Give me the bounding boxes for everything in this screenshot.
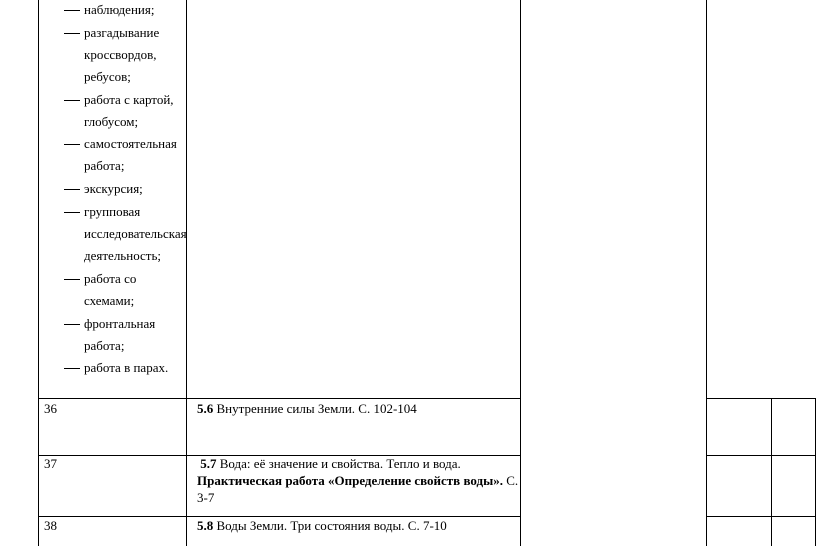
list-item: кроссвордов, [84,47,157,62]
list-item: экскурсия; [84,181,143,196]
lesson-title: Внутренние силы Земли. С. 102-104 [213,401,417,416]
grid-line [706,455,816,456]
dash-bullet [64,144,80,145]
list-item: деятельность; [84,248,162,263]
dash-bullet [64,324,80,325]
dash-bullet [64,279,80,280]
list-item: схемами; [84,293,135,308]
lesson-topic [197,455,518,506]
list-item: фронтальная [84,316,156,331]
dash-bullet [64,10,80,11]
list-item: исследовательская [84,226,187,241]
lesson-code: 5.6 [197,401,214,416]
dash-bullet [64,368,80,369]
grid-line [38,0,39,398]
list-item: работа; [84,338,125,353]
grid-line [520,0,521,546]
list-item: разгадывание [84,25,160,40]
grid-line [706,0,707,546]
list-item: работа с картой, [84,92,174,107]
list-item: работа; [84,158,125,173]
list-item: работа в парах. [84,360,169,375]
list-item: наблюдения; [84,2,155,17]
grid-line [706,516,816,517]
lesson-number: 36 [44,401,57,416]
lesson-number: 38 [44,518,57,533]
lesson-topic [197,517,447,534]
grid-line [38,398,521,399]
list-item: ребусов; [84,69,131,84]
dash-bullet [64,189,80,190]
lesson-number: 37 [44,456,57,471]
grid-line [706,398,816,399]
lesson-topic [197,400,417,417]
grid-line [771,398,772,546]
lesson-title: Воды Земли. Три состояния воды. С. 7-10 [213,518,447,533]
lesson-code: 5.7 [200,456,217,471]
practical-work-title: Практическая работа «Определение свойств воды». [197,473,503,488]
list-item: групповая [84,204,141,219]
list-item: самостоятельная [84,136,177,151]
lesson-title: Вода: её значение и свойства. Тепло и вода. [216,456,461,471]
page-ref: С. [503,473,519,488]
dash-bullet [64,100,80,101]
page-ref: 3-7 [197,490,215,505]
grid-line [38,398,39,546]
list-item: глобусом; [84,114,139,129]
dash-bullet [64,33,80,34]
dash-bullet [64,212,80,213]
lesson-code: 5.8 [197,518,214,533]
grid-line [186,0,187,546]
list-item: работа со [84,271,137,286]
